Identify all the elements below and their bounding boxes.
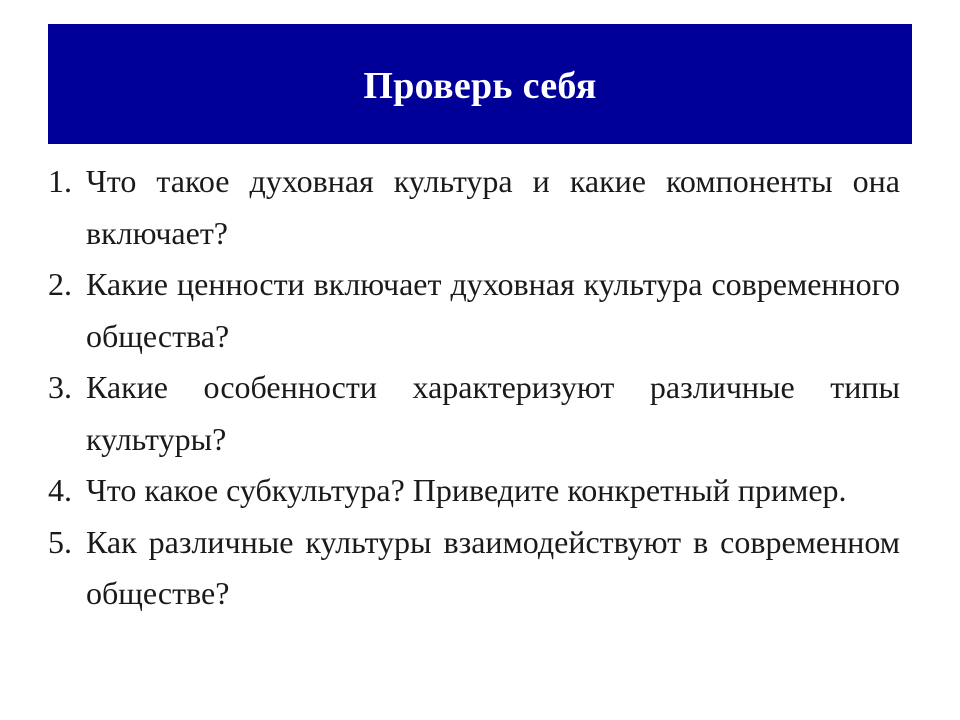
question-number: 2. (48, 266, 72, 302)
question-text: Что какое субкультура? Приведите конкретный пример. (86, 472, 847, 508)
question-item (48, 465, 900, 517)
question-list (48, 156, 900, 620)
question-text: Какие ценности включает духовная культура современного общества? (86, 266, 900, 354)
question-item (48, 156, 900, 259)
slide-title: Проверь себя (363, 65, 597, 107)
question-text: Какие особенности характеризуют различные типы культуры? (86, 369, 900, 457)
question-number: 3. (48, 369, 72, 405)
question-item (48, 259, 900, 362)
question-item (48, 362, 900, 465)
question-item (48, 517, 900, 620)
title-banner (48, 24, 912, 144)
question-number: 4. (48, 472, 72, 508)
question-text: Что такое духовная культура и какие компоненты она включает? (86, 163, 900, 251)
question-number: 1. (48, 163, 72, 199)
question-text: Как различные культуры взаимодействуют в современном обществе? (86, 523, 900, 611)
question-number: 5. (48, 523, 72, 560)
